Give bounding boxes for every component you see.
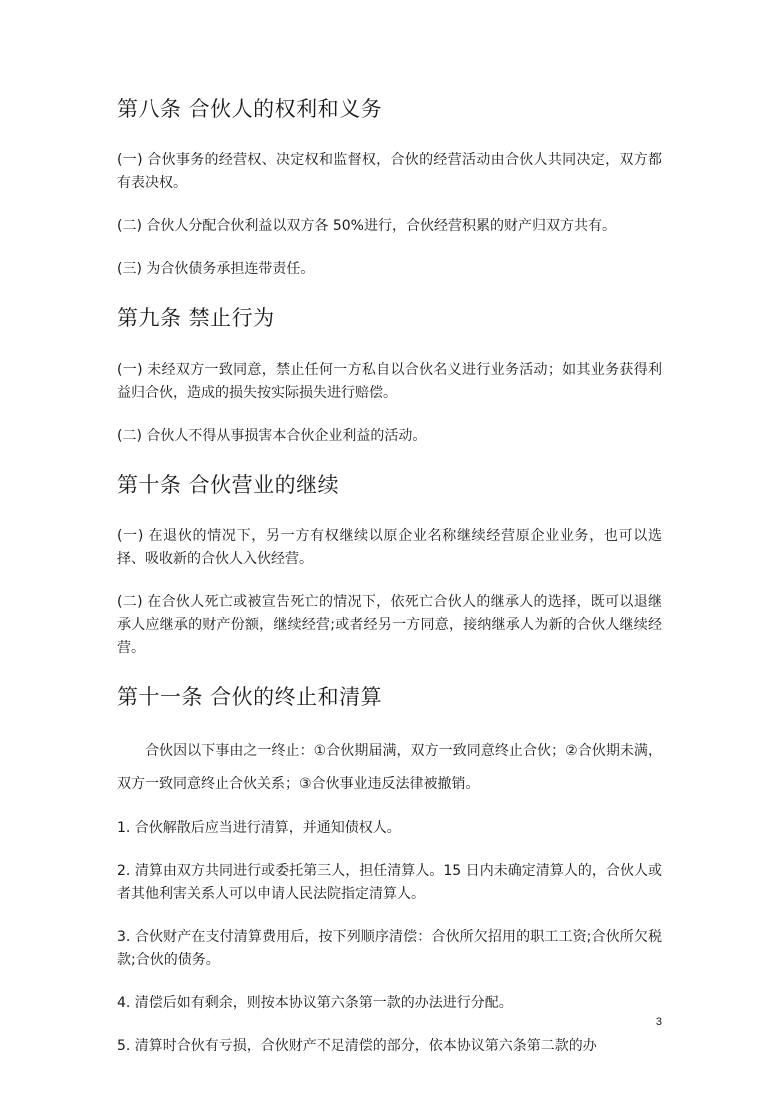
paragraph: (二) 在合伙人死亡或被宣告死亡的情况下，依死亡合伙人的继承人的选择，既可以退继承人应继承的财产份额，继续经营;或者经另一方同意，接纳继承人为新的合伙人继续经营。 bbox=[117, 593, 662, 656]
section-heading-10: 第十条 合伙营业的继续 bbox=[117, 472, 340, 497]
paragraph: (一) 在退伙的情况下，另一方有权继续以原企业名称继续经营原企业业务，也可以选择、吸收新的合伙人入伙经营。 bbox=[117, 527, 662, 567]
paragraph: (一) 未经双方一致同意，禁止任何一方私自以合伙名义进行业务活动；如其业务获得利益归合伙，造成的损失按实际损失进行赔偿。 bbox=[117, 361, 662, 401]
section-heading-9: 第九条 禁止行为 bbox=[117, 306, 275, 331]
page-number: 3 bbox=[655, 1016, 662, 1028]
list-item: 2. 清算由双方共同进行或委托第三人，担任清算人。15 日内未确定清算人的，合伙人或者其他利害关系人可以申请人民法院指定清算人。 bbox=[117, 863, 662, 903]
section-heading-8: 第八条 合伙人的权利和义务 bbox=[117, 97, 383, 121]
paragraph: (一) 合伙事务的经营权、决定权和监督权，合伙的经营活动由合伙人共同决定，双方都有表决权。 bbox=[117, 152, 662, 192]
paragraph: (二) 合伙人分配合伙利益以双方各 50%进行，合伙经营积累的财产归双方共有。 bbox=[117, 218, 616, 235]
list-item: 3. 合伙财产在支付清算费用后，按下列顺序清偿：合伙所欠招用的职工工资;合伙所欠税款;合伙的债务。 bbox=[117, 929, 662, 969]
intro-paragraph: 合伙因以下事由之一终止：①合伙期届满，双方一致同意终止合伙；②合伙期未满，双方一致同意终止合伙关系；③合伙事业违反法律被撤销。 bbox=[117, 743, 662, 793]
paragraph: (二) 合伙人不得从事损害本合伙企业利益的活动。 bbox=[117, 427, 427, 444]
list-item: 1. 合伙解散后应当进行清算，并通知债权人。 bbox=[117, 820, 401, 837]
list-item: 4. 清偿后如有剩余，则按本协议第六条第一款的办法进行分配。 bbox=[117, 995, 513, 1012]
section-heading-11: 第十一条 合伙的终止和清算 bbox=[117, 684, 383, 709]
list-item: 5. 清算时合伙有亏损，合伙财产不足清偿的部分，依本协议第六条第二款的办 bbox=[117, 1038, 597, 1055]
paragraph: (三) 为合伙债务承担连带责任。 bbox=[117, 261, 315, 278]
page-content bbox=[117, 96, 662, 1058]
